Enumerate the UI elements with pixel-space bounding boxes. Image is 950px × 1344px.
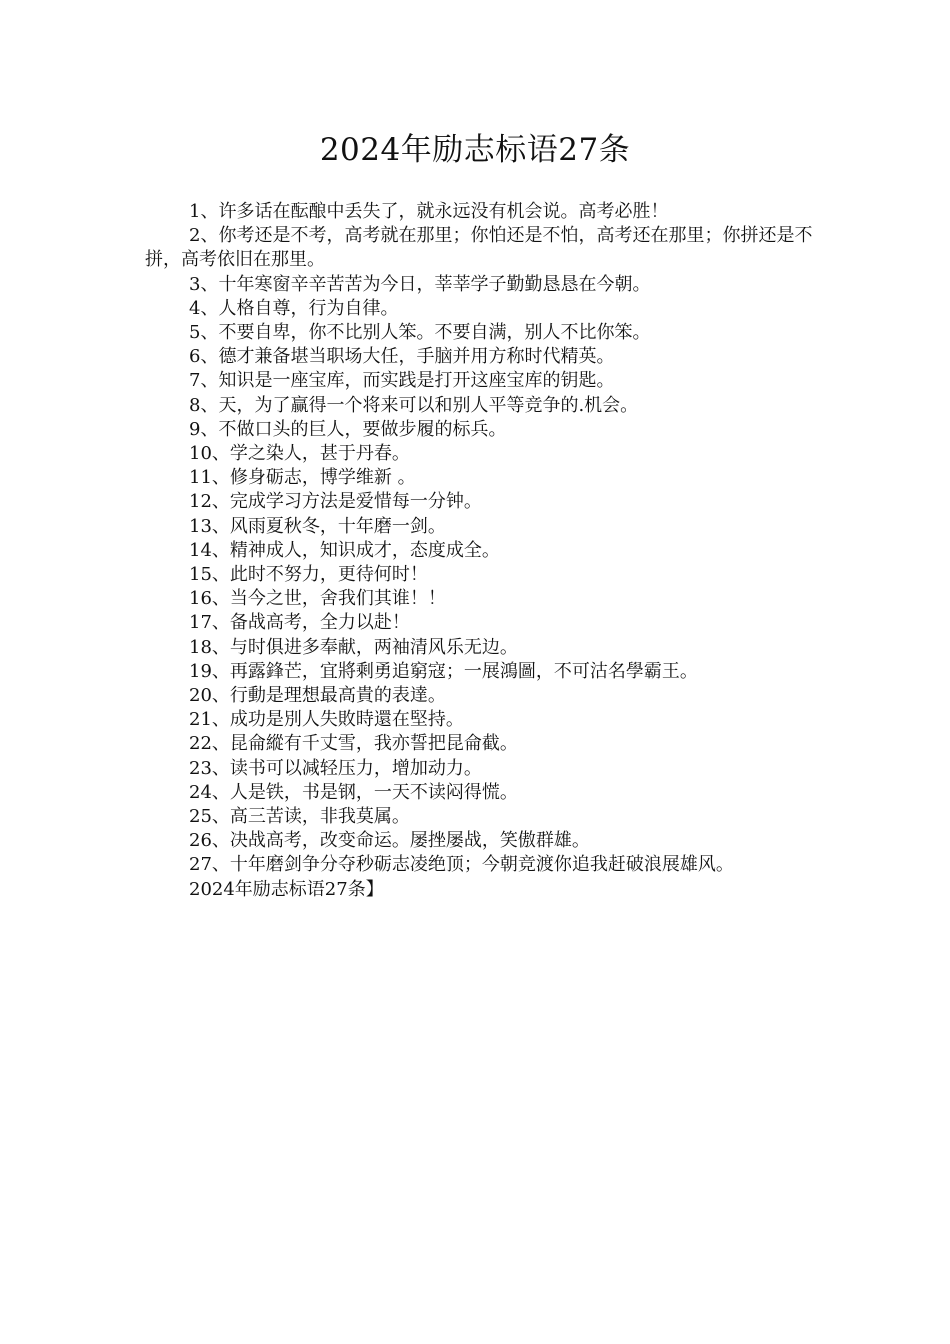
paragraph-24: 24、人是铁，书是钢，一天不读闷得慌。 [189, 781, 518, 803]
paragraph-9: 9、不做口头的巨人，要做步履的标兵。 [189, 418, 507, 440]
paragraph-10: 10、学之染人，甚于丹春。 [189, 443, 410, 465]
paragraph-4: 4、人格自尊，行为自律。 [189, 297, 399, 319]
paragraph-11: 11、修身砺志，博学维新 。 [189, 467, 416, 489]
paragraph-5: 5、不要自卑，你不比别人笨。不要自满，别人不比你笨。 [189, 322, 651, 344]
paragraph-18: 18、与时俱进多奉献，两袖清风乐无边。 [189, 636, 518, 658]
paragraph-19: 19、再露鋒芒，宜將剩勇追窮寇；一展鴻圖，不可沽名學霸王。 [189, 660, 698, 682]
paragraph-2: 2、你考还是不考，高考就在那里；你怕还是不怕，高考还在那里；你拼还是不拼，高考依旧在那里。 [145, 225, 813, 271]
paragraph-15: 15、此时不努力，更待何时！ [189, 564, 428, 586]
paragraph-27: 27、十年磨剑争分夺秒砺志凌绝顶；今朝竞渡你追我赶破浪展雄风。 [189, 854, 734, 876]
paragraph-20: 20、行動是理想最高貴的表達。 [189, 685, 446, 707]
paragraph-17: 17、备战高考，全力以赴！ [189, 612, 410, 634]
paragraph-13: 13、风雨夏秋冬，十年磨一剑。 [189, 515, 446, 537]
document-body [145, 200, 815, 902]
paragraph-21: 21、成功是別人失敗時還在堅持。 [189, 709, 464, 731]
paragraph-14: 14、精神成人，知识成才，态度成全。 [189, 539, 500, 561]
paragraph-6: 6、德才兼备堪当职场大任，手脑并用方称时代精英。 [189, 346, 615, 368]
paragraph-12: 12、完成学习方法是爱惜每一分钟。 [189, 491, 482, 513]
document-title: 2024年励志标语27条 [319, 132, 631, 168]
closing-line: 2024年励志标语27条】 [189, 878, 384, 900]
paragraph-8: 8、天，为了赢得一个将来可以和别人平等竞争的.机会。 [189, 394, 639, 416]
paragraph-7: 7、知识是一座宝库，而实践是打开这座宝库的钥匙。 [189, 370, 615, 392]
paragraph-25: 25、高三苦读，非我莫属。 [189, 806, 410, 828]
paragraph-1: 1、许多话在酝酿中丢失了，就永远没有机会说。高考必胜！ [189, 201, 669, 222]
paragraph-3: 3、十年寒窗辛辛苦苦为今日，莘莘学子勤勤恳恳在今朝。 [189, 273, 651, 295]
paragraph-26: 26、决战高考，改变命运。屡挫屡战，笑傲群雄。 [189, 830, 590, 852]
paragraph-22: 22、昆侖縱有千丈雪，我亦誓把昆侖截。 [189, 733, 518, 755]
paragraph-16: 16、当今之世，舍我们其谁！！ [189, 588, 446, 610]
paragraph-23: 23、读书可以减轻压力，增加动力。 [189, 757, 482, 779]
